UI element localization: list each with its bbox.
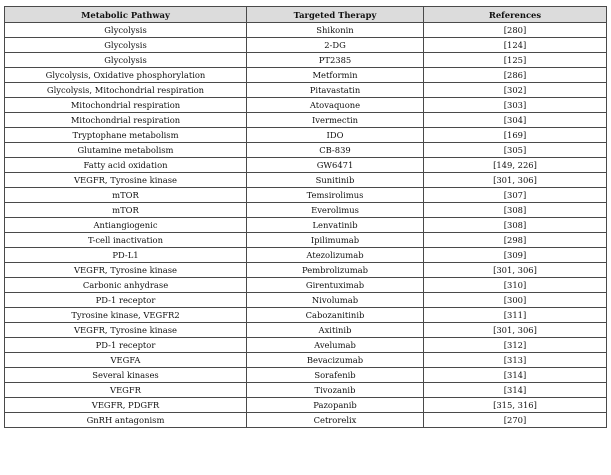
- header-targeted-therapy: Targeted Therapy: [247, 7, 424, 23]
- targeted-therapy-cell: Axitinib: [247, 323, 424, 338]
- targeted-therapy-cell: Girentuximab: [247, 278, 424, 293]
- targeted-therapy-cell: GW6471: [247, 158, 424, 173]
- targeted-therapy-cell: Sorafenib: [247, 368, 424, 383]
- header-references: References: [424, 7, 607, 23]
- references-cell: [311]: [424, 308, 607, 323]
- references-cell: [270]: [424, 413, 607, 428]
- table-row: [5, 158, 607, 173]
- metabolic-pathway-cell: VEGFA: [5, 353, 247, 368]
- metabolic-pathway-cell: Glutamine metabolism: [5, 143, 247, 158]
- table-row: [5, 53, 607, 68]
- metabolic-pathway-cell: VEGFR, Tyrosine kinase: [5, 323, 247, 338]
- references-cell: [309]: [424, 248, 607, 263]
- targeted-therapy-cell: Pazopanib: [247, 398, 424, 413]
- metabolic-pathway-cell: Antiangiogenic: [5, 218, 247, 233]
- metabolic-pathway-cell: mTOR: [5, 203, 247, 218]
- table-row: [5, 188, 607, 203]
- references-cell: [280]: [424, 23, 607, 38]
- metabolic-pathway-cell: Glycolysis, Oxidative phosphorylation: [5, 68, 247, 83]
- metabolic-pathway-cell: VEGFR, PDGFR: [5, 398, 247, 413]
- table-row: [5, 83, 607, 98]
- metabolic-pathway-cell: Glycolysis: [5, 38, 247, 53]
- table-body: [5, 23, 607, 428]
- metabolic-pathway-cell: Glycolysis, Mitochondrial respiration: [5, 83, 247, 98]
- targeted-therapy-cell: Avelumab: [247, 338, 424, 353]
- references-cell: [312]: [424, 338, 607, 353]
- targeted-therapy-cell: Sunitinib: [247, 173, 424, 188]
- metabolic-pathway-cell: PD-1 receptor: [5, 293, 247, 308]
- table-row: [5, 338, 607, 353]
- references-cell: [313]: [424, 353, 607, 368]
- references-cell: [169]: [424, 128, 607, 143]
- metabolic-pathway-cell: Glycolysis: [5, 53, 247, 68]
- table-row: [5, 98, 607, 113]
- metabolic-pathway-cell: mTOR: [5, 188, 247, 203]
- metabolic-therapy-table: [4, 6, 607, 428]
- references-cell: [314]: [424, 368, 607, 383]
- therapy-table-container: [4, 6, 606, 428]
- header-metabolic-pathway: Metabolic Pathway: [5, 7, 247, 23]
- metabolic-pathway-cell: VEGFR, Tyrosine kinase: [5, 263, 247, 278]
- targeted-therapy-cell: Pembrolizumab: [247, 263, 424, 278]
- table-row: [5, 248, 607, 263]
- targeted-therapy-cell: 2-DG: [247, 38, 424, 53]
- targeted-therapy-cell: Metformin: [247, 68, 424, 83]
- metabolic-pathway-cell: PD-1 receptor: [5, 338, 247, 353]
- targeted-therapy-cell: PT2385: [247, 53, 424, 68]
- references-cell: [315, 316]: [424, 398, 607, 413]
- table-row: [5, 218, 607, 233]
- metabolic-pathway-cell: Tryptophane metabolism: [5, 128, 247, 143]
- targeted-therapy-cell: Cabozanitinib: [247, 308, 424, 323]
- targeted-therapy-cell: Tivozanib: [247, 383, 424, 398]
- table-row: [5, 68, 607, 83]
- targeted-therapy-cell: CB-839: [247, 143, 424, 158]
- targeted-therapy-cell: Atovaquone: [247, 98, 424, 113]
- targeted-therapy-cell: Temsirolimus: [247, 188, 424, 203]
- references-cell: [125]: [424, 53, 607, 68]
- metabolic-pathway-cell: T-cell inactivation: [5, 233, 247, 248]
- metabolic-pathway-cell: Fatty acid oxidation: [5, 158, 247, 173]
- metabolic-pathway-cell: GnRH antagonism: [5, 413, 247, 428]
- metabolic-pathway-cell: Carbonic anhydrase: [5, 278, 247, 293]
- metabolic-pathway-cell: VEGFR, Tyrosine kinase: [5, 173, 247, 188]
- table-row: [5, 203, 607, 218]
- references-cell: [286]: [424, 68, 607, 83]
- table-row: [5, 263, 607, 278]
- metabolic-pathway-cell: Glycolysis: [5, 23, 247, 38]
- table-row: [5, 143, 607, 158]
- references-cell: [303]: [424, 98, 607, 113]
- targeted-therapy-cell: IDO: [247, 128, 424, 143]
- table-row: [5, 38, 607, 53]
- targeted-therapy-cell: Lenvatinib: [247, 218, 424, 233]
- references-cell: [304]: [424, 113, 607, 128]
- references-cell: [302]: [424, 83, 607, 98]
- references-cell: [124]: [424, 38, 607, 53]
- table-row: [5, 413, 607, 428]
- metabolic-pathway-cell: VEGFR: [5, 383, 247, 398]
- references-cell: [149, 226]: [424, 158, 607, 173]
- table-row: [5, 173, 607, 188]
- references-cell: [308]: [424, 203, 607, 218]
- targeted-therapy-cell: Ivermectin: [247, 113, 424, 128]
- references-cell: [307]: [424, 188, 607, 203]
- table-row: [5, 293, 607, 308]
- metabolic-pathway-cell: Mitochondrial respiration: [5, 98, 247, 113]
- table-row: [5, 383, 607, 398]
- references-cell: [310]: [424, 278, 607, 293]
- table-row: [5, 353, 607, 368]
- references-cell: [301, 306]: [424, 323, 607, 338]
- table-row: [5, 23, 607, 38]
- references-cell: [301, 306]: [424, 263, 607, 278]
- table-row: [5, 233, 607, 248]
- metabolic-pathway-cell: Tyrosine kinase, VEGFR2: [5, 308, 247, 323]
- targeted-therapy-cell: Bevacizumab: [247, 353, 424, 368]
- references-cell: [301, 306]: [424, 173, 607, 188]
- table-row: [5, 308, 607, 323]
- references-cell: [298]: [424, 233, 607, 248]
- table-row: [5, 113, 607, 128]
- metabolic-pathway-cell: Mitochondrial respiration: [5, 113, 247, 128]
- targeted-therapy-cell: Pitavastatin: [247, 83, 424, 98]
- targeted-therapy-cell: Ipilimumab: [247, 233, 424, 248]
- targeted-therapy-cell: Everolimus: [247, 203, 424, 218]
- targeted-therapy-cell: Atezolizumab: [247, 248, 424, 263]
- table-row: [5, 323, 607, 338]
- targeted-therapy-cell: Cetrorelix: [247, 413, 424, 428]
- table-row: [5, 368, 607, 383]
- targeted-therapy-cell: Nivolumab: [247, 293, 424, 308]
- references-cell: [305]: [424, 143, 607, 158]
- metabolic-pathway-cell: PD-L1: [5, 248, 247, 263]
- table-row: [5, 398, 607, 413]
- targeted-therapy-cell: Shikonin: [247, 23, 424, 38]
- table-header-row: [5, 7, 607, 23]
- references-cell: [308]: [424, 218, 607, 233]
- table-row: [5, 128, 607, 143]
- table-row: [5, 278, 607, 293]
- metabolic-pathway-cell: Several kinases: [5, 368, 247, 383]
- references-cell: [300]: [424, 293, 607, 308]
- references-cell: [314]: [424, 383, 607, 398]
